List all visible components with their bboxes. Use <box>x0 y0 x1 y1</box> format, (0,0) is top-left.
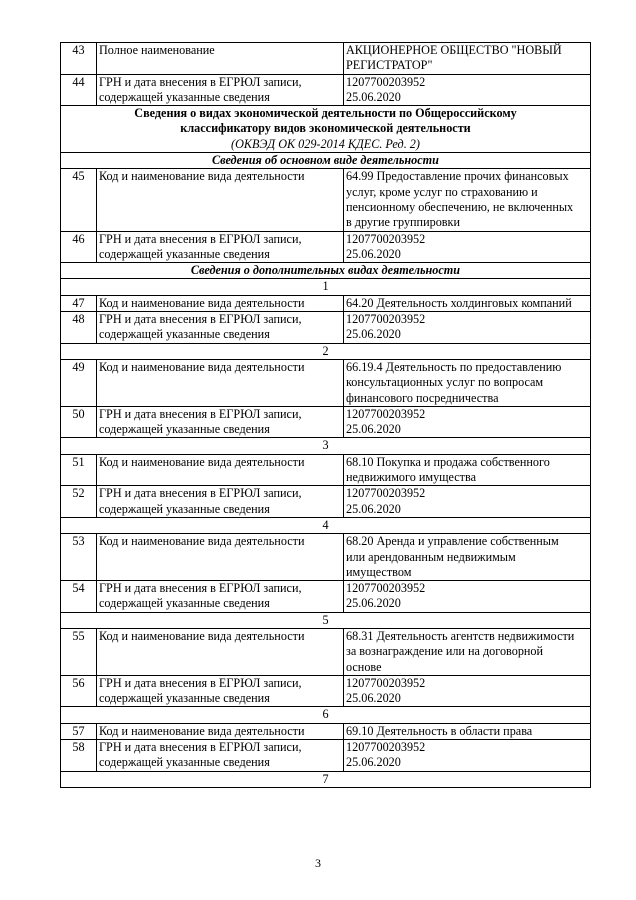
egrul-extract-table <box>60 42 591 788</box>
subsection-header-row <box>61 153 591 169</box>
section-subtitle: (ОКВЭД ОК 029-2014 КДЕС. Ред. 2) <box>231 136 420 151</box>
field-label: Код и наименование вида деятельности <box>97 534 344 581</box>
field-value: 68.31 Деятельность агентств недвижимости за вознаграждение или на договорной основе <box>344 628 591 675</box>
table-row <box>61 406 591 438</box>
field-value: 1207700203952 25.06.2020 <box>344 740 591 772</box>
table-row <box>61 359 591 406</box>
row-number: 56 <box>61 675 97 707</box>
field-value: 1207700203952 25.06.2020 <box>344 581 591 613</box>
table-row <box>61 43 591 75</box>
row-number: 46 <box>61 231 97 263</box>
table-row <box>61 231 591 263</box>
row-number: 43 <box>61 43 97 75</box>
table-row <box>61 581 591 613</box>
egrul-table-body <box>61 43 591 788</box>
row-number: 44 <box>61 74 97 106</box>
group-number-row <box>61 279 591 295</box>
field-label: ГРН и дата внесения в ЕГРЮЛ записи, содержащей указанные сведения <box>97 231 344 263</box>
group-number: 6 <box>61 707 591 723</box>
field-value: 1207700203952 25.06.2020 <box>344 231 591 263</box>
table-row <box>61 312 591 344</box>
row-number: 53 <box>61 534 97 581</box>
row-number: 51 <box>61 454 97 486</box>
group-number-row <box>61 707 591 723</box>
field-label: ГРН и дата внесения в ЕГРЮЛ записи, содержащей указанные сведения <box>97 74 344 106</box>
field-value: 1207700203952 25.06.2020 <box>344 74 591 106</box>
field-value: 1207700203952 25.06.2020 <box>344 312 591 344</box>
group-number-row <box>61 612 591 628</box>
table-row <box>61 534 591 581</box>
subsection-header-row <box>61 263 591 279</box>
section-title: Сведения о видах экономической деятельности по Общероссийскому классификатору видов экономической деятельности <box>134 106 517 136</box>
page-number: 3 <box>315 856 321 870</box>
table-row <box>61 723 591 739</box>
group-number-row <box>61 343 591 359</box>
field-value: АКЦИОНЕРНОЕ ОБЩЕСТВО "НОВЫЙ РЕГИСТРАТОР" <box>344 43 591 75</box>
row-number: 45 <box>61 169 97 231</box>
field-label: ГРН и дата внесения в ЕГРЮЛ записи, содержащей указанные сведения <box>97 406 344 438</box>
field-label: Код и наименование вида деятельности <box>97 169 344 231</box>
field-value: 1207700203952 25.06.2020 <box>344 406 591 438</box>
group-number: 4 <box>61 517 591 533</box>
field-label: Код и наименование вида деятельности <box>97 295 344 311</box>
table-row <box>61 169 591 231</box>
field-label: ГРН и дата внесения в ЕГРЮЛ записи, содержащей указанные сведения <box>97 740 344 772</box>
group-number-row <box>61 438 591 454</box>
field-label: ГРН и дата внесения в ЕГРЮЛ записи, содержащей указанные сведения <box>97 581 344 613</box>
group-number: 7 <box>61 771 591 787</box>
field-value: 69.10 Деятельность в области права <box>344 723 591 739</box>
group-number-row <box>61 771 591 787</box>
group-number: 2 <box>61 343 591 359</box>
field-value: 64.20 Деятельность холдинговых компаний <box>344 295 591 311</box>
subsection-title: Сведения о дополнительных видах деятельности <box>61 263 591 279</box>
row-number: 55 <box>61 628 97 675</box>
field-label: Код и наименование вида деятельности <box>97 359 344 406</box>
table-row <box>61 454 591 486</box>
group-number: 3 <box>61 438 591 454</box>
group-number: 5 <box>61 612 591 628</box>
row-number: 54 <box>61 581 97 613</box>
field-label: ГРН и дата внесения в ЕГРЮЛ записи, содержащей указанные сведения <box>97 486 344 518</box>
field-label: Код и наименование вида деятельности <box>97 454 344 486</box>
table-row <box>61 740 591 772</box>
field-value: 64.99 Предоставление прочих финансовых услуг, кроме услуг по страхованию и пенсионному обеспечению, не включенных в другие группировки <box>344 169 591 231</box>
table-row <box>61 675 591 707</box>
table-row <box>61 628 591 675</box>
row-number: 57 <box>61 723 97 739</box>
row-number: 50 <box>61 406 97 438</box>
table-row <box>61 74 591 106</box>
table-row <box>61 295 591 311</box>
field-label: Код и наименование вида деятельности <box>97 723 344 739</box>
section-header-row <box>61 106 591 153</box>
table-row <box>61 486 591 518</box>
row-number: 49 <box>61 359 97 406</box>
field-value: 68.20 Аренда и управление собственным или арендованным недвижимым имуществом <box>344 534 591 581</box>
field-value: 68.10 Покупка и продажа собственного недвижимого имущества <box>344 454 591 486</box>
field-value: 1207700203952 25.06.2020 <box>344 486 591 518</box>
field-label: ГРН и дата внесения в ЕГРЮЛ записи, содержащей указанные сведения <box>97 312 344 344</box>
group-number-row <box>61 517 591 533</box>
subsection-title: Сведения об основном виде деятельности <box>61 153 591 169</box>
row-number: 52 <box>61 486 97 518</box>
field-value: 1207700203952 25.06.2020 <box>344 675 591 707</box>
row-number: 48 <box>61 312 97 344</box>
row-number: 58 <box>61 740 97 772</box>
field-label: Полное наименование <box>97 43 344 75</box>
group-number: 1 <box>61 279 591 295</box>
row-number: 47 <box>61 295 97 311</box>
field-value: 66.19.4 Деятельность по предоставлению консультационных услуг по вопросам финансового посредничества <box>344 359 591 406</box>
field-label: Код и наименование вида деятельности <box>97 628 344 675</box>
field-label: ГРН и дата внесения в ЕГРЮЛ записи, содержащей указанные сведения <box>97 675 344 707</box>
